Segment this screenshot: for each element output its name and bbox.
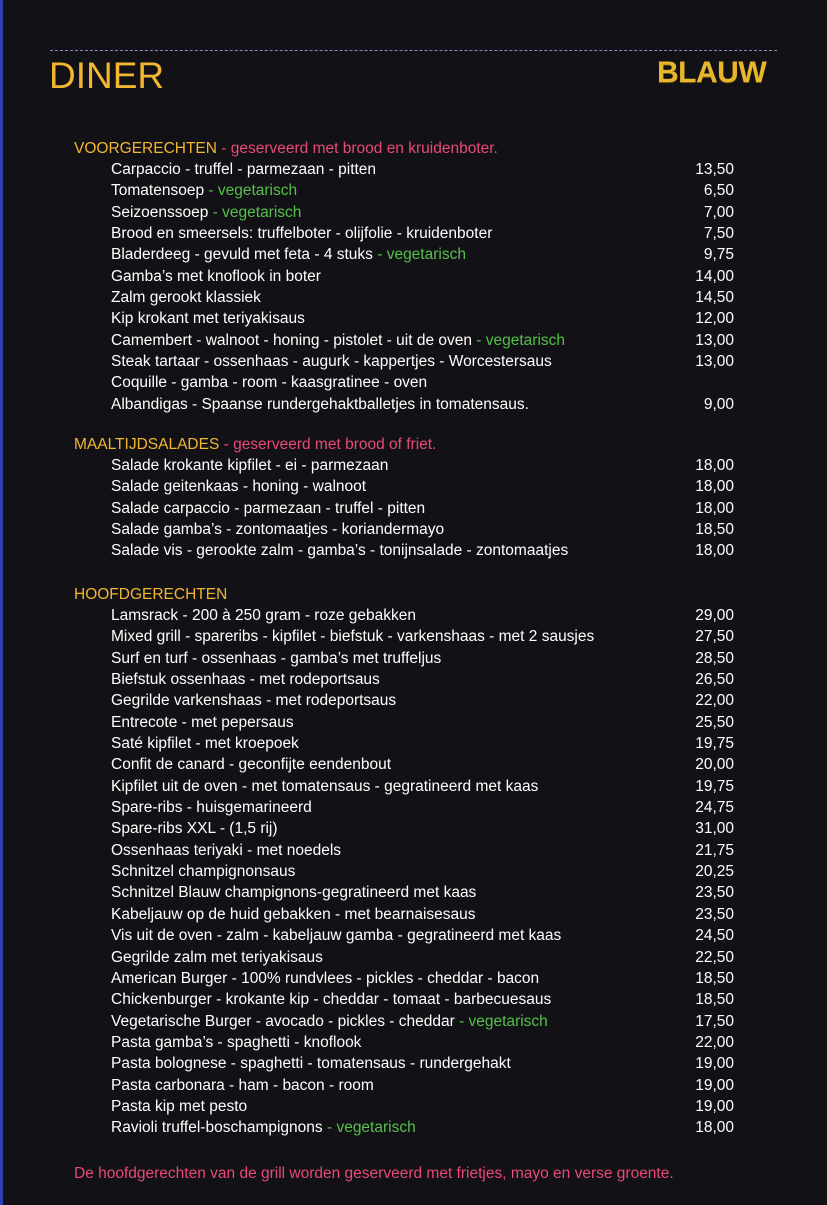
footer-note: De hoofdgerechten van de grill worden geserveerd met frietjes, mayo en verse groente.: [74, 1165, 674, 1182]
menu-item-name: Schnitzel champignonsaus: [111, 863, 296, 881]
menu-item-price: 21,75: [695, 841, 734, 859]
menu-item: [74, 669, 734, 690]
menu-item-price: 22,00: [695, 1033, 734, 1051]
menu-item-price: 18,00: [695, 542, 734, 560]
menu-item-list: [74, 455, 734, 562]
menu-item-name: Schnitzel Blauw champignons-gegratineerd met kaas: [111, 884, 477, 902]
menu-item-name: Mixed grill - spareribs - kipfilet - biefstuk - varkenshaas - met 2 sausjes: [111, 628, 595, 646]
menu-item-name: Salade gamba’s - zontomaatjes - koriandermayo: [111, 521, 445, 539]
menu-item: [74, 519, 734, 540]
menu-item: [74, 223, 734, 244]
menu-item: [74, 882, 734, 903]
menu-item: [74, 540, 734, 561]
menu-item-name: Pasta kip met pesto: [111, 1097, 248, 1115]
menu-item-price: 19,00: [695, 1055, 734, 1073]
menu-item-name: Salade krokante kipfilet - ei - parmezaan: [111, 457, 389, 474]
menu-item-list: [74, 605, 734, 1139]
menu-item-name: Seizoenssoep: [111, 203, 209, 221]
menu-item-price: 13,00: [695, 331, 734, 349]
menu-item: [74, 1075, 734, 1096]
menu-item-name: Vegetarische Burger - avocado - pickles - cheddar: [111, 1012, 455, 1030]
vegetarian-tag: - vegetarisch: [322, 1119, 416, 1137]
menu-item-price: 19,75: [695, 777, 734, 795]
menu-item: [74, 733, 734, 754]
menu-item: [74, 498, 734, 519]
menu-item-price: 31,00: [695, 820, 734, 838]
menu-item-name: Kipfilet uit de oven - met tomatensaus - gegratineerd met kaas: [111, 777, 539, 795]
menu-item-price: 9,75: [703, 246, 734, 264]
menu-item: [74, 776, 734, 797]
menu-item: [74, 840, 734, 861]
menu-item-price: 22,50: [695, 948, 734, 966]
menu-item-name: Entrecote - met pepersaus: [111, 713, 294, 731]
menu-item-price: 14,00: [695, 267, 734, 285]
menu-item-name: Albandigas - Spaanse rundergehaktballetjes in tomatensaus.: [111, 395, 529, 413]
section-maaltijdsalades: [74, 434, 734, 562]
menu-item: [74, 925, 734, 946]
menu-item-name: Biefstuk ossenhaas - met rodeportsaus: [111, 671, 380, 689]
menu-item-price: 22,00: [695, 692, 734, 710]
menu-item-name: Camembert - walnoot - honing - pistolet - uit de oven: [111, 331, 472, 349]
menu-item: [74, 1096, 734, 1117]
menu-item: [74, 455, 734, 476]
section-header: [74, 434, 734, 455]
menu-item-price: 26,50: [695, 671, 734, 689]
menu-item-price: 19,00: [695, 1097, 734, 1115]
menu-item-price: 18,50: [695, 969, 734, 987]
menu-item-name: Salade vis - gerookte zalm - gamba’s - tonijnsalade - zontomaatjes: [111, 542, 569, 560]
menu-item-price: 27,50: [695, 628, 734, 646]
menu-item-name: Lamsrack - 200 à 250 gram - roze gebakken: [111, 607, 416, 624]
menu-item-price: 14,50: [695, 289, 734, 307]
menu-item-list: [74, 159, 734, 415]
top-dashed-divider: [50, 50, 777, 51]
menu-item: [74, 202, 734, 223]
menu-item: [74, 372, 734, 393]
section-hoofdgerechten: [74, 584, 734, 1139]
menu-item: [74, 180, 734, 201]
menu-item: [74, 1032, 734, 1053]
menu-item-price: 18,00: [695, 457, 734, 474]
menu-item-name: Pasta bolognese - spaghetti - tomatensaus - rundergehakt: [111, 1055, 511, 1073]
menu-item-name: Pasta gamba’s - spaghetti - knoflook: [111, 1033, 362, 1051]
menu-item-name: Chickenburger - krokante kip - cheddar - tomaat - barbecuesaus: [111, 991, 552, 1009]
menu-item-name: American Burger - 100% rundvlees - pickles - cheddar - bacon: [111, 969, 540, 987]
vegetarian-tag: - vegetarisch: [471, 331, 566, 349]
menu-item-name: Ravioli truffel-boschampignons: [111, 1119, 323, 1137]
menu-item: [74, 394, 734, 415]
menu-item-name: Bladerdeeg - gevuld met feta - 4 stuks: [111, 246, 373, 264]
menu-item-name: Saté kipfilet - met kroepoek: [111, 735, 299, 753]
menu-item: [74, 690, 734, 711]
menu-item-price: 25,50: [695, 713, 734, 731]
page-title: DINER: [49, 55, 165, 96]
menu-item-price: 19,75: [695, 735, 734, 753]
menu-item-price: 24,75: [695, 799, 734, 817]
menu-item: [74, 947, 734, 968]
menu-item-price: 12,00: [695, 310, 734, 328]
menu-item-price: 19,00: [695, 1076, 734, 1094]
menu-item-name: Brood en smeersels: truffelboter - olijfolie - kruidenboter: [111, 225, 493, 243]
menu-item: [74, 712, 734, 733]
menu-item: [74, 904, 734, 925]
menu-item-name: Kip krokant met teriyakisaus: [111, 310, 305, 328]
menu-item: [74, 1053, 734, 1074]
menu-item-price: 13,50: [695, 161, 734, 178]
menu-item-price: 7,00: [703, 203, 734, 221]
menu-item: [74, 476, 734, 497]
menu-item-name: Salade geitenkaas - honing - walnoot: [111, 478, 367, 496]
menu-item-name: Coquille - gamba - room - kaasgratinee - oven: [111, 374, 428, 392]
section-title: VOORGERECHTEN: [74, 140, 217, 157]
menu-item-name: Tomatensoep: [111, 182, 205, 200]
menu-item-price: 7,50: [703, 225, 734, 243]
menu-item-price: 9,00: [703, 395, 734, 413]
menu-item-price: 20,00: [695, 756, 734, 774]
menu-item: [74, 989, 734, 1010]
menu-item-price: 24,50: [695, 927, 734, 945]
menu-item: [74, 287, 734, 308]
vegetarian-tag: - vegetarisch: [208, 203, 302, 221]
section-title: HOOFDGERECHTEN: [74, 586, 228, 603]
section-note: - geserveerd met brood en kruidenboter.: [216, 140, 498, 157]
menu-item: [74, 968, 734, 989]
menu-item-name: Spare-ribs XXL - (1,5 rij): [111, 820, 278, 838]
menu-item: [74, 330, 734, 351]
menu-item-price: 18,00: [695, 499, 734, 517]
menu-item-price: 29,00: [695, 607, 734, 624]
vegetarian-tag: - vegetarisch: [372, 246, 466, 264]
page-edge-stripe: [0, 0, 3, 1205]
brand-logo: BLAUW: [657, 56, 767, 89]
section-header: [74, 138, 734, 159]
menu-item: [74, 351, 734, 372]
menu-item-price: 18,50: [695, 521, 734, 539]
menu-item-price: 23,50: [695, 884, 734, 902]
menu-item: [74, 266, 734, 287]
menu-item: [74, 244, 734, 265]
menu-item-price: 28,50: [695, 649, 734, 667]
menu-item-name: Carpaccio - truffel - parmezaan - pitten: [111, 161, 377, 178]
section-voorgerechten: [74, 138, 734, 415]
menu-item-name: Steak tartaar - ossenhaas - augurk - kappertjes - Worcestersaus: [111, 353, 552, 371]
menu-item-price: 18,00: [695, 478, 734, 496]
menu-item-price: 17,50: [695, 1012, 734, 1030]
menu-item-name: Salade carpaccio - parmezaan - truffel - pitten: [111, 499, 426, 517]
menu-item-price: 20,25: [695, 863, 734, 881]
menu-item: [74, 861, 734, 882]
vegetarian-tag: - vegetarisch: [204, 182, 298, 200]
menu-item-price: 18,50: [695, 991, 734, 1009]
menu-item: [74, 308, 734, 329]
vegetarian-tag: - vegetarisch: [454, 1012, 548, 1030]
menu-item: [74, 159, 734, 180]
menu-item-name: Confit de canard - geconfijte eendenbout: [111, 756, 392, 774]
menu-item: [74, 648, 734, 669]
menu-item-name: Pasta carbonara - ham - bacon - room: [111, 1076, 374, 1094]
menu-item-name: Gegrilde zalm met teriyakisaus: [111, 948, 323, 966]
menu-item-name: Vis uit de oven - zalm - kabeljauw gamba - gegratineerd met kaas: [111, 927, 562, 945]
menu-item: [74, 1011, 734, 1032]
menu-item-price: 6,50: [703, 182, 734, 200]
menu-item-name: Zalm gerookt klassiek: [111, 289, 261, 307]
section-header: [74, 584, 734, 605]
menu-item-name: Ossenhaas teriyaki - met noedels: [111, 841, 342, 859]
menu-item: [74, 754, 734, 775]
menu-item-price: 18,00: [695, 1119, 734, 1137]
menu-item-price: 23,50: [695, 905, 734, 923]
menu-item-name: Kabeljauw op de huid gebakken - met bearnaisesaus: [111, 905, 476, 923]
menu-item-price: 13,00: [695, 353, 734, 371]
menu-item: [74, 797, 734, 818]
section-note: - geserveerd met brood of friet.: [219, 436, 437, 453]
menu-item: [74, 605, 734, 626]
menu-item: [74, 1117, 734, 1138]
menu-item: [74, 626, 734, 647]
menu-item: [74, 818, 734, 839]
section-title: MAALTIJDSALADES: [74, 436, 220, 453]
menu-item-name: Gegrilde varkenshaas - met rodeportsaus: [111, 692, 397, 710]
menu-item-name: Gamba’s met knoflook in boter: [111, 267, 321, 285]
menu-item-name: Spare-ribs - huisgemarineerd: [111, 799, 312, 817]
menu-item-name: Surf en turf - ossenhaas - gamba’s met truffeljus: [111, 649, 442, 667]
